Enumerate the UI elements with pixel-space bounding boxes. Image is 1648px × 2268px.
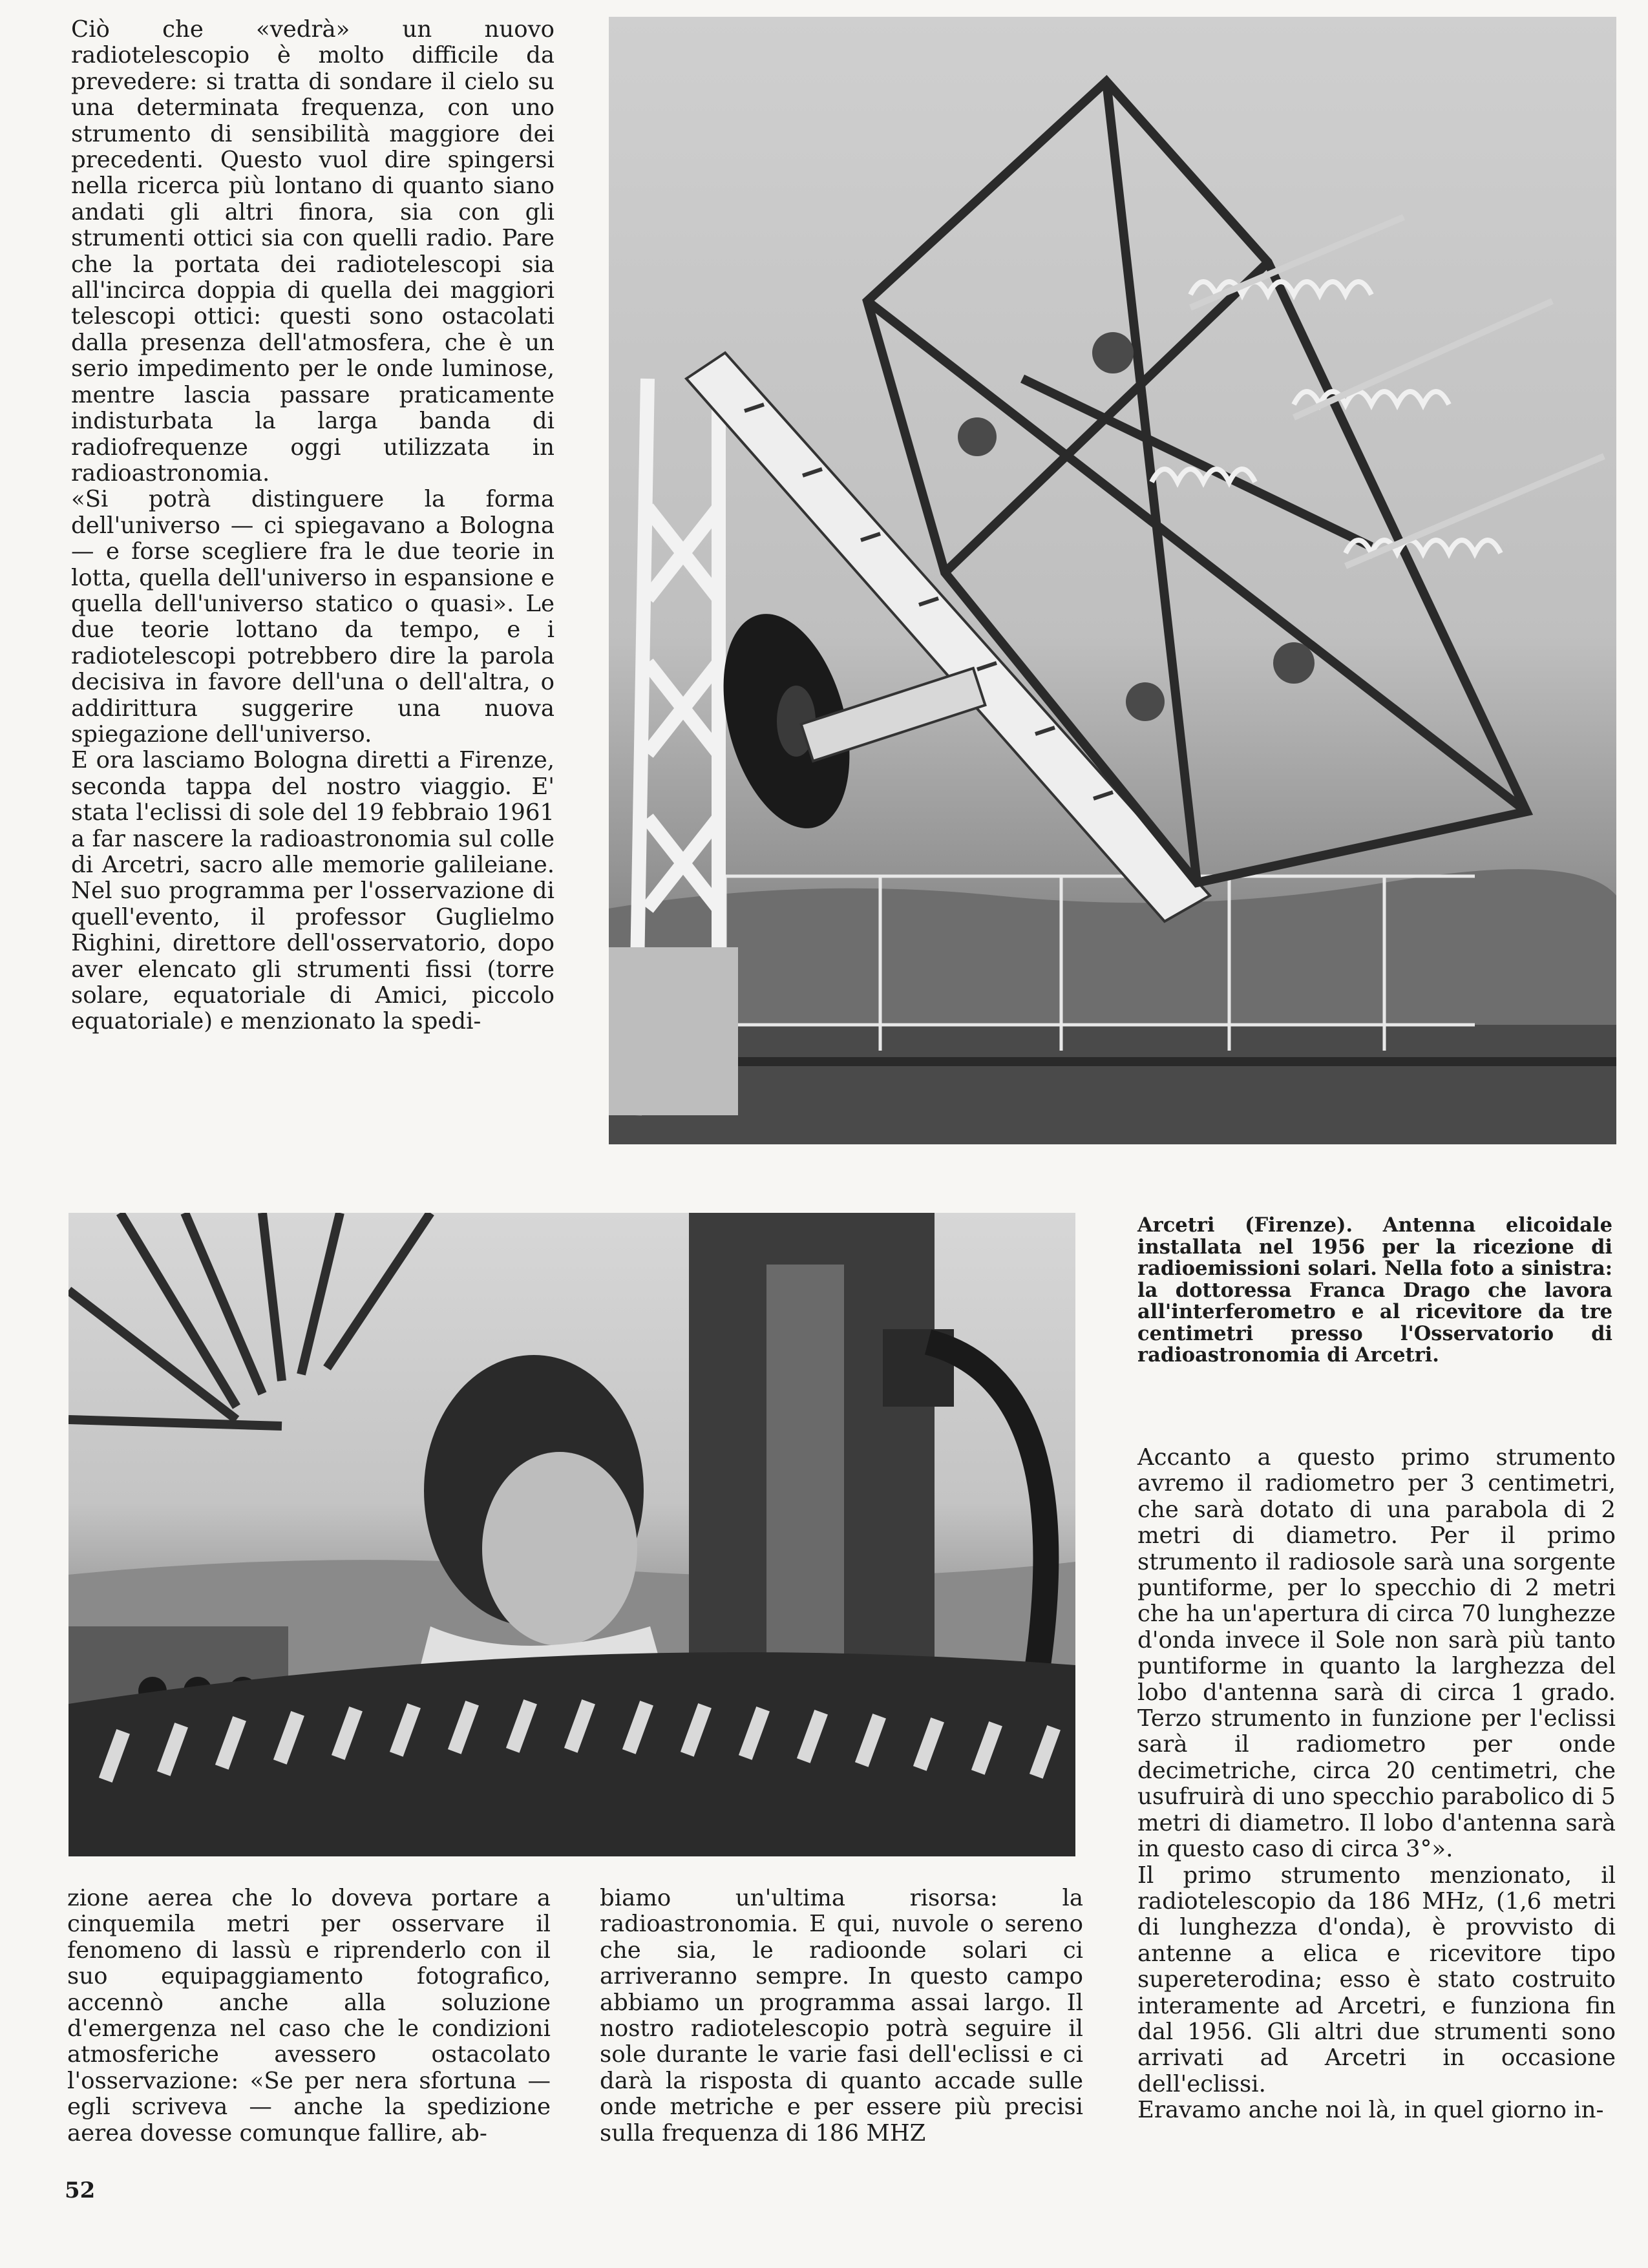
column-right <box>1137 1445 1616 2124</box>
antenna-photo <box>609 17 1616 1144</box>
photo-caption: Arcetri (Firenze). Antenna elicoidale installata nel 1956 per la ricezione di radioemissioni solari. Nella foto a sinistra: la dottoressa Franca Drago che lavora all'interferometro e al ricevitore da tre centimetri presso l'Osservatorio di radioastronomia di Arcetri. <box>1137 1213 1612 1367</box>
antenna-illustration <box>609 17 1616 1144</box>
researcher-photo <box>69 1213 1075 1856</box>
page-number: 52 <box>65 2178 96 2203</box>
paragraph: Ciò che «vedrà» un nuovo radiotelescopio è molto difficile da prevedere: si tratta di sondare il cielo su una determinata frequenza, con uno strumento di sensibilità maggiore dei precedenti. Questo vuol dire spingersi nella ricerca più lontano di quanto siano andati gli altri finora, sia con gli strumenti ottici sia con quelli radio. Pare che la portata dei radiotelescopi sia all'incirca doppia di quella dei maggiori telescopi ottici: questi sono ostacolati dalla presenza dell'atmosfera, che è un serio impedimento per le onde luminose, mentre lascia passare praticamente indisturbata la larga banda di radiofrequenze oggi utilizzata in radioastronomia. <box>71 16 555 487</box>
researcher-illustration <box>69 1213 1075 1856</box>
paragraph: Eravamo anche noi là, in quel giorno in- <box>1137 2097 1604 2124</box>
column-bottom-middle <box>600 1885 1083 2147</box>
paragraph: zione aerea che lo doveva portare a cinquemila metri per osservare il fenomeno di lassù e riprenderlo con il suo equipaggiamento fotografico, accennò anche alla soluzione d'emergenza nel caso che le condizioni atmosferiche avessero ostacolato l'osservazione: «Se per nera sfortuna — egli scriveva — anche la spedizione aerea dovesse comunque fallire, ab- <box>67 1885 551 2147</box>
paragraph: Accanto a questo primo strumento avremo il radiometro per 3 centimetri, che sarà dotato di una parabola di 2 metri di diametro. Per il primo strumento il radiosole sarà una sorgente puntiforme, per lo specchio di 2 metri che ha un'apertura di circa 70 lunghezze d'onda invece il Sole non sarà più tanto puntiforme in quanto la larghezza del lobo d'antenna sarà di circa 1 grado. Terzo strumento in funzione per l'eclissi sarà il radiometro per onde decimetriche, circa 20 centimetri, che usufruirà di uno specchio parabolico di 5 metri di diametro. Il lobo d'antenna sarà in questo caso di circa 3°». <box>1137 1444 1616 1863</box>
column-bottom-left <box>67 1885 551 2147</box>
paragraph: E ora lasciamo Bologna diretti a Firenze, seconda tappa del nostro viaggio. E' stata l'eclissi di sole del 19 febbraio 1961 a far nascere la radioastronomia sul colle di Arcetri, sacro alle memorie galileiane. Nel suo programma per l'osservazione di quell'evento, il professor Guglielmo Righini, direttore dell'osservatorio, dopo aver elencato gli strumenti fissi (torre solare, equatoriale di Amici, piccolo equatoriale) e menzionato la spedi- <box>71 747 555 1035</box>
column-top-left <box>71 17 555 1035</box>
paragraph: Il primo strumento menzionato, il radiotelescopio da 186 MHz, (1,6 metri di lunghezza d'onda), è provvisto di antenne a elica e ricevitore tipo supereterodina; esso è stato costruito interamente ad Arcetri, e funziona fin dal 1956. Gli altri due strumenti sono arrivati ad Arcetri in occasione dell'eclissi. <box>1137 1862 1616 2097</box>
paragraph: «Si potrà distinguere la forma dell'universo — ci spiegavano a Bologna — e forse scegliere fra le due teorie in lotta, quella dell'universo in espansione e quella dell'universo statico o quasi». Le due teorie lottano da tempo, e i radiotelescopi potrebbero dire la parola decisiva in favore dell'una o dell'altra, o addirittura suggerire una nuova spiegazione dell'universo. <box>71 486 555 748</box>
paragraph: biamo un'ultima risorsa: la radioastronomia. E qui, nuvole o sereno che sia, le radioonde solari ci arriveranno sempre. In questo campo abbiamo un programma assai largo. Il nostro radiotelescopio potrà seguire il sole durante le varie fasi dell'eclissi e ci darà la risposta di quanto accade sulle onde metriche e per essere più precisi sulla frequenza di 186 MHZ <box>600 1885 1083 2147</box>
